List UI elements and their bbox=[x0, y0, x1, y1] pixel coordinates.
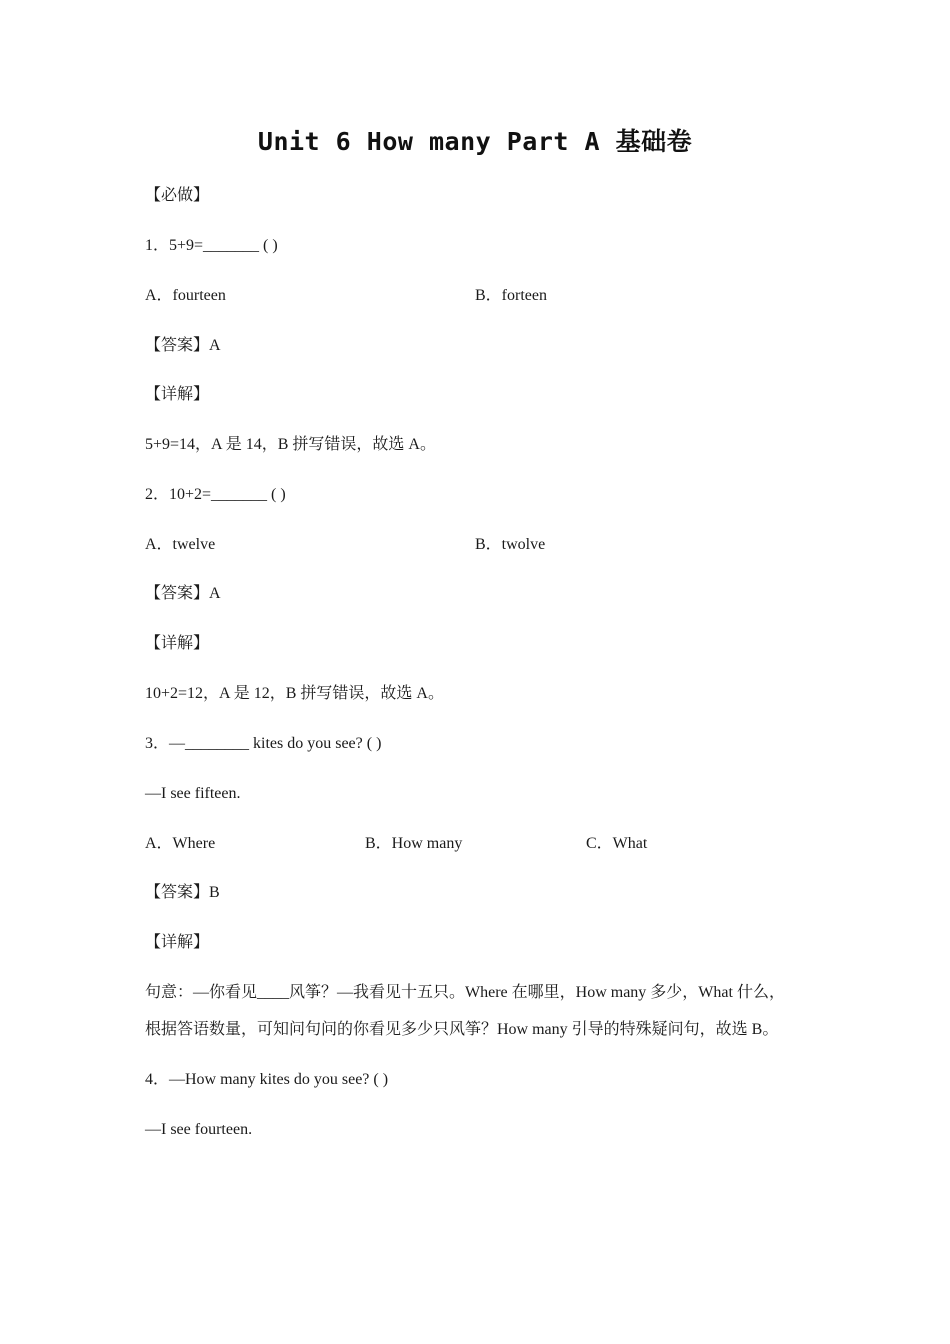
question-3-reply: —I see fifteen. bbox=[145, 785, 241, 802]
question-4-reply: —I see fourteen. bbox=[145, 1121, 253, 1138]
question-1-explain-label: 【详解】 bbox=[145, 386, 210, 403]
section-label: 【必做】 bbox=[145, 187, 210, 204]
question-3-stem: 3．—________ kites do you see? ( ) bbox=[145, 735, 382, 752]
question-2-answer: 【答案】A bbox=[145, 585, 221, 602]
question-3-option-b: B．How many bbox=[365, 835, 463, 852]
question-1-option-a: A．fourteen bbox=[145, 287, 226, 304]
question-2-explain-label: 【详解】 bbox=[145, 635, 210, 652]
question-2-stem: 2．10+2=_______ ( ) bbox=[145, 486, 286, 503]
question-4-stem: 4．—How many kites do you see? ( ) bbox=[145, 1071, 389, 1088]
question-1-explanation: 5+9=14，A 是 14，B 拼写错误，故选 A。 bbox=[145, 436, 436, 453]
question-2-option-a: A．twelve bbox=[145, 536, 216, 553]
question-2-explanation: 10+2=12，A 是 12，B 拼写错误，故选 A。 bbox=[145, 685, 444, 702]
question-3-option-c: C．What bbox=[586, 835, 648, 852]
question-3-explanation-line-2: 根据答语数量，可知问句问的你看见多少只风筝？How many 引导的特殊疑问句，故选 B。 bbox=[145, 1021, 779, 1038]
question-1-stem: 1．5+9=_______ ( ) bbox=[145, 237, 278, 254]
question-2-option-b: B．twolve bbox=[475, 536, 546, 553]
question-3-explain-label: 【详解】 bbox=[145, 934, 210, 951]
page-title: Unit 6 How many Part A 基础卷 bbox=[257, 127, 693, 156]
question-1-answer: 【答案】A bbox=[145, 337, 221, 354]
question-1-option-b: B．forteen bbox=[475, 287, 547, 304]
question-3-answer: 【答案】B bbox=[145, 884, 220, 901]
question-3-explanation-line-1: 句意：—你看见____风筝？—我看见十五只。Where 在哪里，How many 多少，What 什么， bbox=[145, 984, 785, 1001]
question-3-option-a: A．Where bbox=[145, 835, 216, 852]
